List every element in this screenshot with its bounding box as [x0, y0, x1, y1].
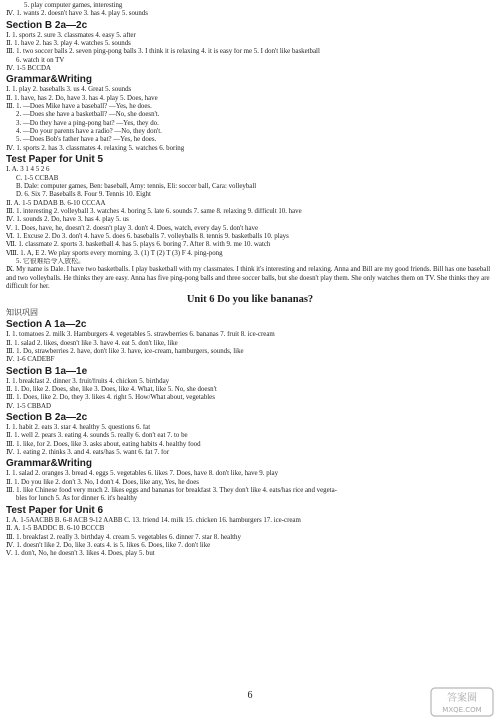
answer-line: Ⅰ. 1. play 2. baseballs 3. us 4. Great 5. sounds [6, 86, 132, 94]
answer-line: bles for lunch 5. As for dinner 6. it's healthy [16, 495, 138, 503]
answer-line: Ⅳ. 1-5 CBBAD [6, 402, 51, 410]
answer-line: Ⅵ. 1. Excuse 2. Do 3. don't 4. have 5. does 6. baseballs 7. volleyballs 8. tennis 9. basketballs 10. plays [6, 232, 289, 240]
answer-line: Ⅰ. A. 1-5AACBB B. 6-8 ACB 9-12 AABB C. 13. friend 14. milk 15. chicken 16. hamburgers 17. ice-cream [6, 516, 301, 524]
answer-line: Ⅱ. A. 1-5 DADAB B. 6-10 CCCAA [6, 199, 106, 207]
svg-text:答案圈: 答案圈 [447, 693, 477, 704]
section-heading: Test Paper for Unit 6 [6, 504, 104, 516]
unit-heading: Unit 6 Do you like bananas? [186, 294, 314, 306]
answer-line: Ⅴ. 1. Does, have, he, doesn't 2. doesn't play 3. don't 4. Does, watch, every day 5. don't have [6, 224, 259, 232]
answer-line: 2. —Does she have a basketball? —No, she doesn't. [16, 111, 160, 119]
answer-line: D. 6. Six 7. Baseballs 8. Four 9. Tennis 10. Eight [16, 191, 151, 199]
section-heading: Section B 2a—2c [6, 412, 88, 424]
answer-line: Ⅰ. 1. sports 2. sure 3. classmates 4. easy 5. after [6, 31, 136, 39]
answer-line: 3. —Do they have a ping-pong bat? —Yes, they do. [16, 119, 159, 127]
answer-line: Ⅰ. 1. salad 2. oranges 3. bread 4. eggs 5. vegetables 6. likes 7. Does, have 8. don't like, have 9. play [6, 470, 279, 478]
answer-line: Ⅲ. 1. Do, strawberries 2. have, don't like 3. have, ice-cream, hamburgers, sounds, like [6, 348, 244, 355]
answer-line: Ⅳ. 1. eating 2. thinks 3. and 4. eats/has 5. want 6. fat 7. for [6, 449, 170, 457]
answer-content [6, 2, 494, 559]
section-heading: Section A 1a—2c [6, 319, 87, 331]
answer-line: 5. play computer games, interesting [24, 2, 123, 9]
section-heading: Section B 2a—2c [6, 19, 88, 31]
watermark-logo [430, 687, 494, 717]
answer-line: 4. —Do your parents have a radio? —No, they don't. [16, 128, 162, 136]
answer-line: Ⅱ. 1. Do you like 2. don't 3. No, I don't 4. Does, like any, Yes, he does [6, 478, 199, 486]
answer-line: 5. 它很难给令人放松。 [16, 257, 85, 265]
answer-line: Ⅳ. 1. sports 2. has 3. classmates 4. relaxing 5. watches 6. boring [6, 144, 185, 152]
answer-line: Ⅱ. 1. salad 2. likes, doesn't like 3. have 4. eat 5. don't like, like [6, 339, 178, 347]
answer-line: Ⅳ. 1. sounds 2. Do, have 3. has 4. play 5. us [6, 216, 129, 224]
answer-line: Ⅰ. 1. tomatoes 2. milk 3. Hamburgers 4. vegetables 5. strawberries 6. bananas 7. fruit 8. ice-cream [6, 331, 275, 339]
answer-line: Ⅷ. 1. A, E 2. We play sports every morning. 3. (1) T (2) T (3) F 4. ping-pong [6, 249, 223, 257]
answer-line: Ⅳ. 1-5 BCCDA [6, 65, 51, 73]
answer-line: Ⅲ. 1. like, for 2. Does, like 3. asks about, eating habits 4. healthy food [6, 440, 201, 448]
answer-line: Ⅱ. 1. well 2. pears 3. eating 4. sounds 5. really 6. don't eat 7. to be [6, 432, 188, 440]
answer-line: Ⅰ. A. 3 1 4 5 2 6 [6, 166, 50, 174]
knowledge-heading: 知识巩固 [6, 308, 38, 318]
answer-line: Ⅱ. 1. Do, like 2. Does, she, like 3. Does, like 4. What, like 5. No, she doesn't [6, 386, 217, 394]
section-heading: Section B 1a—1e [6, 365, 88, 377]
answer-line: Ⅲ. 1. —Does Mike have a baseball? —Yes, he does. [6, 103, 152, 111]
answer-line: Ⅱ. 1. have 2. has 3. play 4. watches 5. sounds [6, 40, 131, 48]
answer-line: Ⅲ. 1. two soccer balls 2. seven ping-pong balls 3. I think it is relaxing 4. it is easy for me 5. I don't like basketball [6, 48, 320, 56]
answer-line: Ⅲ. 1. breakfast 2. really 3. birthday 4. cream 5. vegetables 6. dinner 7. star 8. healthy [6, 533, 241, 541]
section-heading: Grammar&Writing [6, 74, 92, 86]
answer-line: Ⅱ. 1. have, has 2. Do, have 3. has 4. play 5. Does, have [6, 94, 158, 102]
answer-line: Ⅱ. A. 1-5 BADDC B. 6-10 BCCCB [6, 525, 105, 533]
answer-line: Ⅲ. 1. Does, like 2. Do, they 3. likes 4. right 5. How/What about, vegetables [6, 394, 215, 402]
section-heading: Test Paper for Unit 5 [6, 154, 104, 166]
answer-line: Ⅲ. 1. like Chinese food very much 2. likes eggs and bananas for breakfast 3. They don't like 4. eats/has rice and vegeta- [6, 487, 337, 495]
answer-line: Ⅲ. 1. interesting 2. volleyball 3. watches 4. boring 5. late 6. sounds 7. same 8. relaxing 9. difficult 10. have [6, 207, 302, 215]
answer-line: Ⅳ. 1. doesn't like 2. Do, like 3. eats 4. is 5. likes 6. Does, like 7. don't like [6, 541, 211, 549]
answer-line: 6. watch it on TV [16, 56, 65, 64]
answer-paragraph: Ⅸ. My name is Dale. I have two basketballs. I play basketball with my classmates. I think it's interesting and relaxing. Anna and Bill are my good friends. Bill has one baseball and two volleyballs. He thinks they are easy. Anna has five ping-pong balls and three soccer balls, but she doesn't play them. She only watches them on TV. She thinks they are difficult for her. [6, 266, 491, 290]
answer-line: C. 1-5 CCBAB [16, 174, 59, 182]
answer-line: Ⅰ. 1. habit 2. eats 3. star 4. healthy 5. questions 6. fat [6, 424, 151, 432]
page-number: 6 [247, 690, 253, 701]
answer-line: Ⅳ. 1-6 CADEBF [6, 356, 55, 364]
answer-line: Ⅳ. 1. wants 2. doesn't have 3. has 4. play 5. sounds [6, 10, 148, 18]
section-heading: Grammar&Writing [6, 458, 92, 470]
answer-line: Ⅰ. 1. breakfast 2. dinner 3. fruit/fruits 4. chicken 5. birthday [6, 377, 170, 385]
answer-line: Ⅴ. 1. don't, No, he doesn't 3. likes 4. Does, play 5. but [6, 550, 155, 558]
answer-line: 5. —Does Bob's father have a bat? —Yes, he does. [16, 136, 157, 144]
answer-line: Ⅶ. 1. classmate 2. sports 3. basketball 4. has 5. plays 6. boring 7. After 8. with 9. me 10. watch [6, 241, 271, 249]
answer-line: B. Dale: computer games, Ben: baseball, Amy: tennis, Eli: soccer ball, Cara: volleyball [16, 182, 257, 190]
svg-text:MXQE.COM: MXQE.COM [442, 706, 482, 714]
